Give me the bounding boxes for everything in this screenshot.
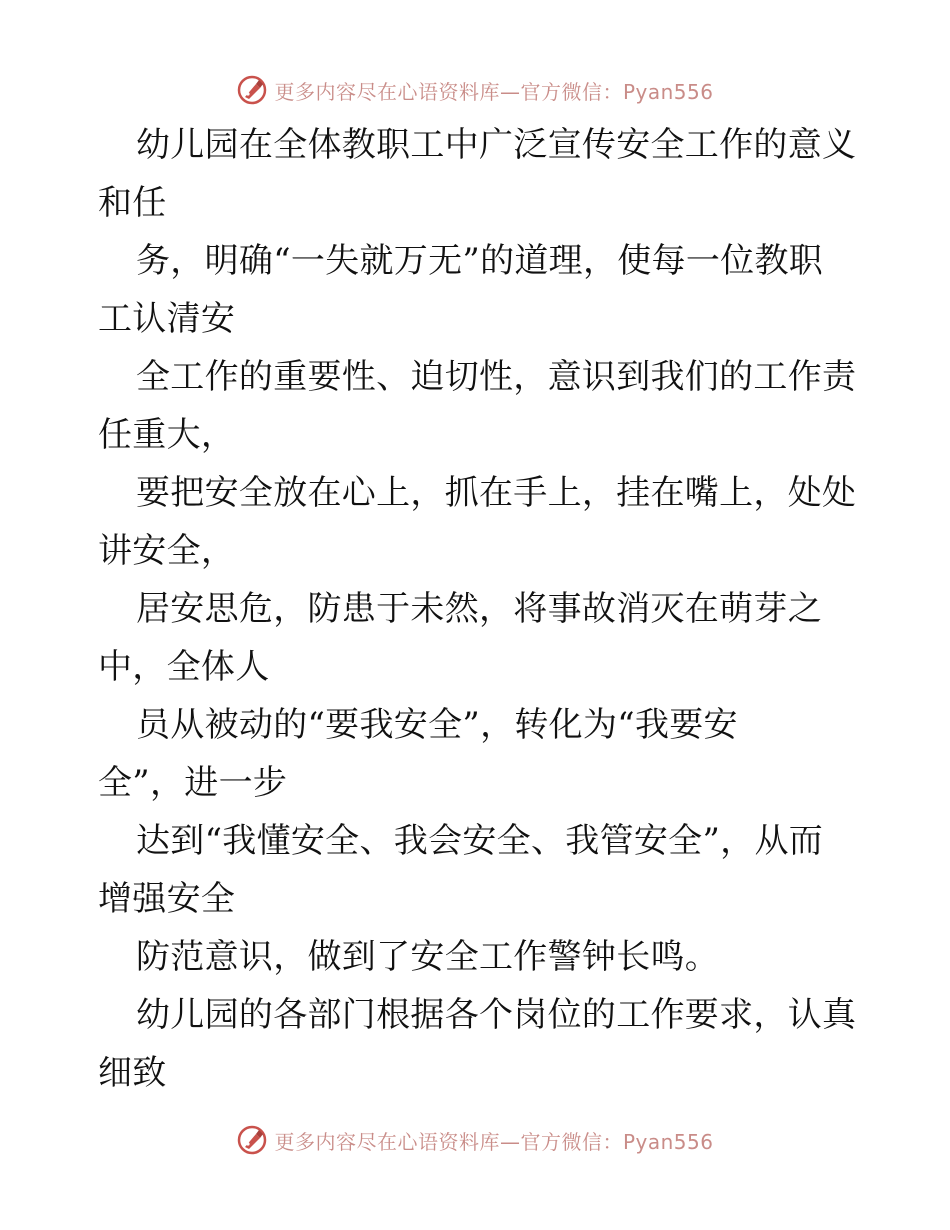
paragraph-line: 工认清安 xyxy=(98,299,236,339)
pen-nib-logo-icon xyxy=(236,1124,268,1156)
paragraph-line: 细致 xyxy=(98,1053,167,1093)
paragraph-line: 增强安全 xyxy=(98,879,236,919)
paragraph-line: 达到“我懂安全、我会安全、我管安全”，从而 xyxy=(136,821,824,861)
paragraph-line: 务，明确“一失就万无”的道理，使每一位教职 xyxy=(136,241,824,281)
header-banner xyxy=(0,70,950,110)
paragraph-line: 任重大， xyxy=(98,415,236,455)
paragraph-line: 和任 xyxy=(98,183,167,223)
paragraph-line: 幼儿园的各部门根据各个岗位的工作要求，认真 xyxy=(136,995,857,1035)
paragraph-line: 全工作的重要性、迫切性，意识到我们的工作责 xyxy=(136,357,857,397)
pen-nib-logo-icon xyxy=(236,74,268,106)
paragraph-line: 防范意识，做到了安全工作警钟长鸣。 xyxy=(136,937,720,977)
document-body xyxy=(98,116,858,1102)
paragraph-line: 全”，进一步 xyxy=(98,763,288,803)
footer-banner xyxy=(0,1120,950,1160)
paragraph-line: 中，全体人 xyxy=(98,647,270,687)
paragraph-line: 幼儿园在全体教职工中广泛宣传安全工作的意义 xyxy=(136,125,857,165)
paragraph-line: 要把安全放在心上，抓在手上，挂在嘴上，处处 xyxy=(136,473,857,513)
footer-banner-text: 更多内容尽在心语资料库—官方微信：Pyan556 xyxy=(274,1129,714,1154)
paragraph-line: 讲安全， xyxy=(98,531,236,571)
header-banner-text: 更多内容尽在心语资料库—官方微信：Pyan556 xyxy=(274,79,714,104)
paragraph-line: 员从被动的“要我安全”，转化为“我要安 xyxy=(136,705,738,745)
paragraph-line: 居安思危，防患于未然，将事故消灭在萌芽之 xyxy=(136,589,822,629)
